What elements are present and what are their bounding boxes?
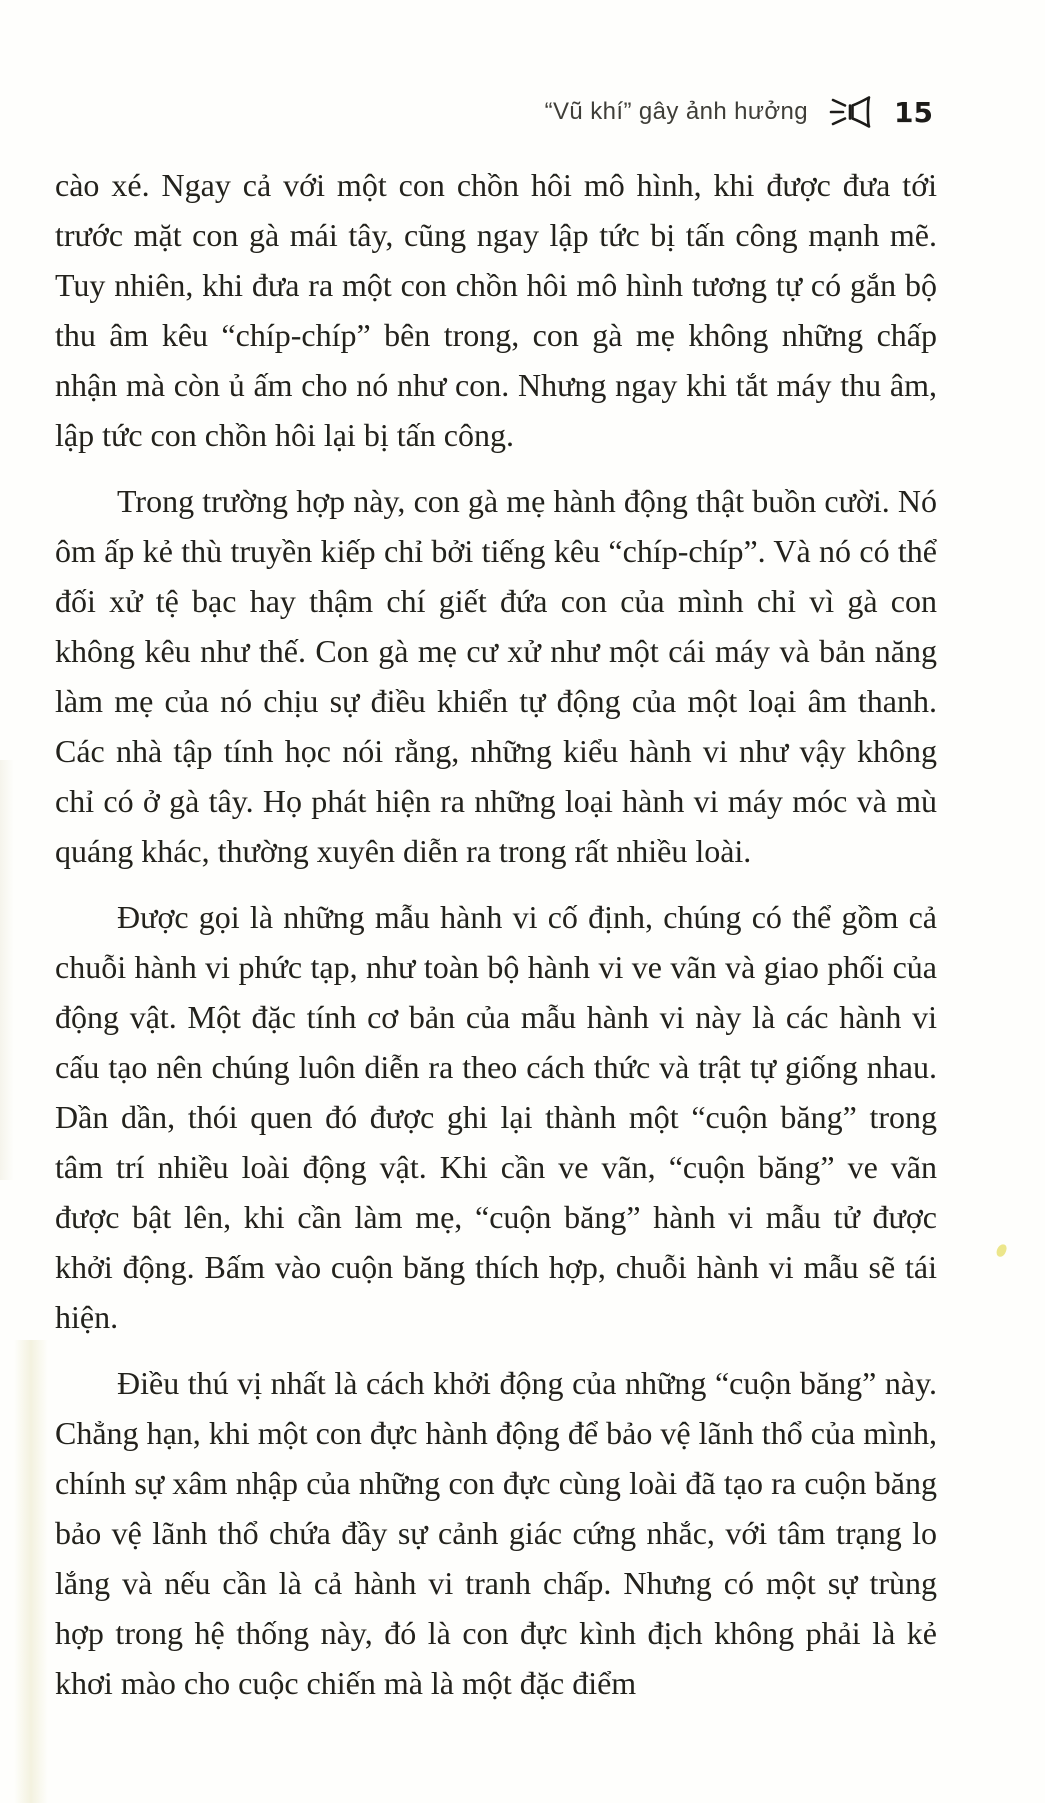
scan-artifact	[14, 1340, 48, 1803]
scan-artifact	[0, 760, 14, 1180]
paragraph: Điều thú vị nhất là cách khởi động của những “cuộn băng” này. Chẳng hạn, khi một con đực hành động để bảo vệ lãnh thổ của mình, chính sự xâm nhập của những con đực cùng loài đã tạo ra cuộn băng bảo vệ lãnh thổ chứa đầy sự cảnh giác cứng nhắc, với tâm trạng lo lắng và nếu cần là cả hành vi tranh chấp. Nhưng có một sự trùng hợp trong hệ thống này, đó là con đực kình địch không phải là kẻ khơi mào cho cuộc chiến mà là một đặc điểm	[55, 1365, 937, 1701]
page-number: 15	[894, 95, 933, 129]
page-header	[545, 92, 933, 132]
paragraph: Trong trường hợp này, con gà mẹ hành động thật buồn cười. Nó ôm ấp kẻ thù truyền kiếp chỉ bởi tiếng kêu “chíp-chíp”. Và nó có thể đối xử tệ bạc hay thậm chí giết đứa con của mình chỉ vì gà con không kêu như thế. Con gà mẹ cư xử như một cái máy và bản năng làm mẹ của nó chịu sự điều khiển tự động của một loại âm thanh. Các nhà tập tính học nói rằng, những kiểu hành vi như vậy không chỉ có ở gà tây. Họ phát hiện ra những loại hành vi máy móc và mù quáng khác, thường xuyên diễn ra trong rất nhiều loài.	[55, 483, 937, 869]
highlight-speck	[995, 1243, 1008, 1258]
paragraph: cào xé. Ngay cả với một con chồn hôi mô hình, khi được đưa tới trước mặt con gà mái tây, cũng ngay lập tức bị tấn công mạnh mẽ. Tuy nhiên, khi đưa ra một con chồn hôi mô hình tương tự có gắn bộ thu âm kêu “chíp-chíp” bên trong, con gà mẹ không những chấp nhận mà còn ủ ấm cho nó như con. Nhưng ngay khi tắt máy thu âm, lập tức con chồn hôi lại bị tấn công.	[55, 167, 937, 453]
body-text	[55, 160, 937, 1724]
chapter-title: “Vũ khí” gây ảnh hưởng	[544, 98, 809, 125]
paragraph: Được gọi là những mẫu hành vi cố định, chúng có thể gồm cả chuỗi hành vi phức tạp, như toàn bộ hành vi ve vãn và giao phối của động vật. Một đặc tính cơ bản của mẫu hành vi này là các hành vi cấu tạo nên chúng luôn diễn ra theo cách thức và trật tự giống nhau. Dần dần, thói quen đó được ghi lại thành một “cuộn băng” trong tâm trí nhiều loài động vật. Khi cần ve vãn, “cuộn băng” ve vãn được bật lên, khi cần làm mẹ, “cuộn băng” hành vi mẫu tử được khởi động. Bấm vào cuộn băng thích hợp, chuỗi hành vi mẫu sẽ tái hiện.	[55, 899, 937, 1335]
megaphone-icon	[828, 92, 874, 132]
